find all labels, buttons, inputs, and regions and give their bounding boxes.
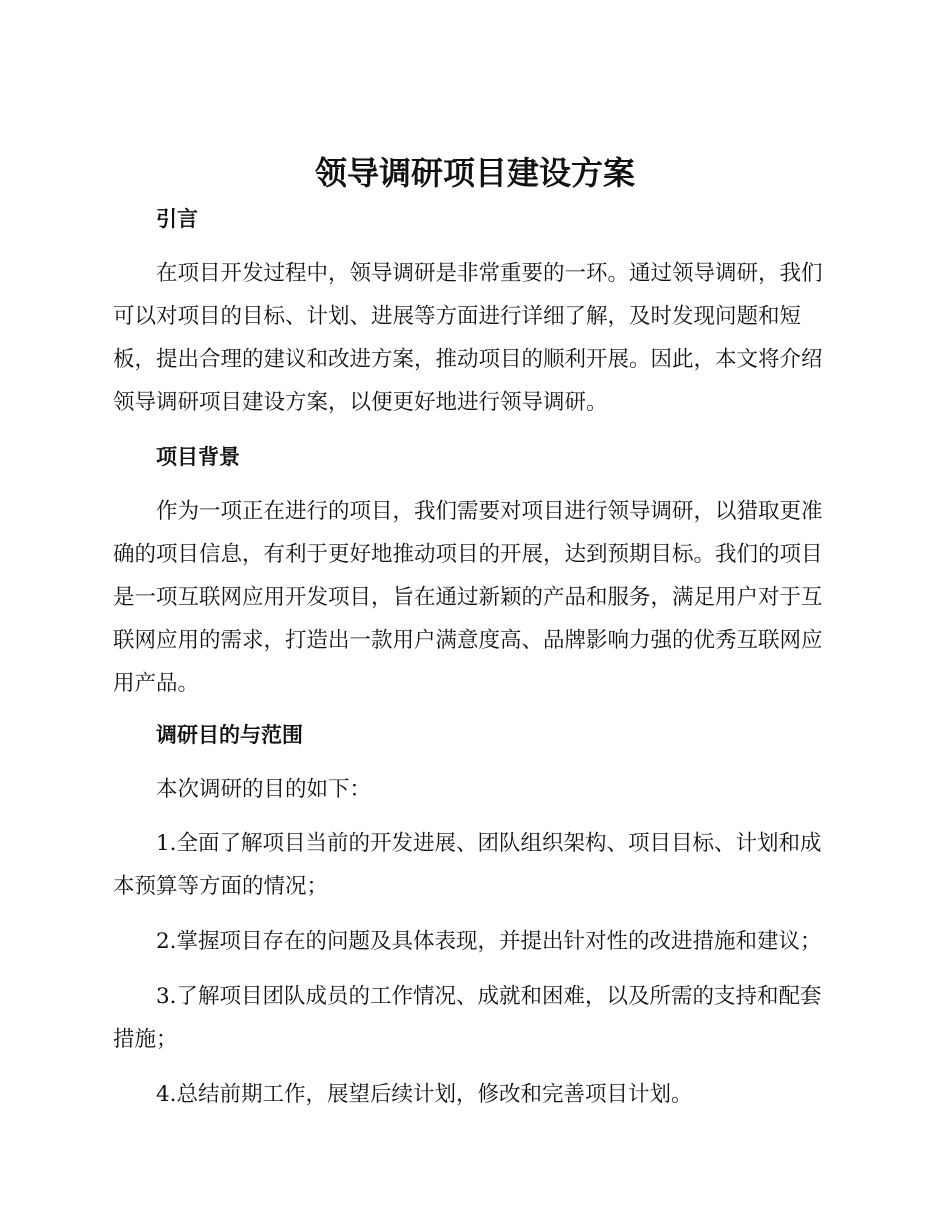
background-paragraph [113,490,831,705]
paragraph-line: 本预算等方面的情况； [113,874,329,899]
purpose-item-1 [113,822,831,908]
section-heading-purpose-scope: 调研目的与范围 [156,723,303,747]
paragraph-line: 措施； [113,1027,178,1052]
purpose-item-4 [113,1073,831,1116]
paragraph-line: 领导调研项目建设方案，以便更好地进行领导调研。 [113,390,608,415]
paragraph-line: 4.总结前期工作，展望后续计划，修改和完善项目计划。 [156,1082,693,1107]
purpose-item-3 [113,975,831,1061]
paragraph-line: 可以对项目的目标、计划、进展等方面进行详细了解，及时发现问题和短 [113,304,802,329]
paragraph-line: 用产品。 [113,671,200,696]
paragraph-line: 联网应用的需求，打造出一款用户满意度高、品牌影响力强的优秀互联网应 [113,628,823,653]
paragraph-line: 1.全面了解项目当前的开发进展、团队组织架构、项目目标、计划和成 [156,831,822,856]
intro-paragraph [113,252,831,424]
purpose-intro-paragraph [113,768,831,811]
paragraph-line: 2.掌握项目存在的问题及具体表现，并提出针对性的改进措施和建议； [156,929,822,954]
section-heading-background: 项目背景 [156,445,240,469]
document-title: 领导调研项目建设方案 [314,154,635,192]
paragraph-line: 在项目开发过程中，领导调研是非常重要的一环。通过领导调研，我们 [156,261,823,286]
paragraph-line: 作为一项正在进行的项目，我们需要对项目进行领导调研，以猎取更准 [156,499,823,524]
paragraph-line: 本次调研的目的如下： [156,777,372,802]
purpose-item-2 [113,920,831,963]
paragraph-line: 3.了解项目团队成员的工作情况、成就和困难，以及所需的支持和配套 [156,984,822,1009]
paragraph-line: 确的项目信息，有利于更好地推动项目的开展，达到预期目标。我们的项目 [113,542,823,567]
paragraph-line: 是一项互联网应用开发项目，旨在通过新颖的产品和服务，满足用户对于互 [113,585,823,610]
section-heading-intro: 引言 [156,207,198,231]
paragraph-line: 板，提出合理的建议和改进方案，推动项目的顺利开展。因此，本文将介绍 [113,347,823,372]
